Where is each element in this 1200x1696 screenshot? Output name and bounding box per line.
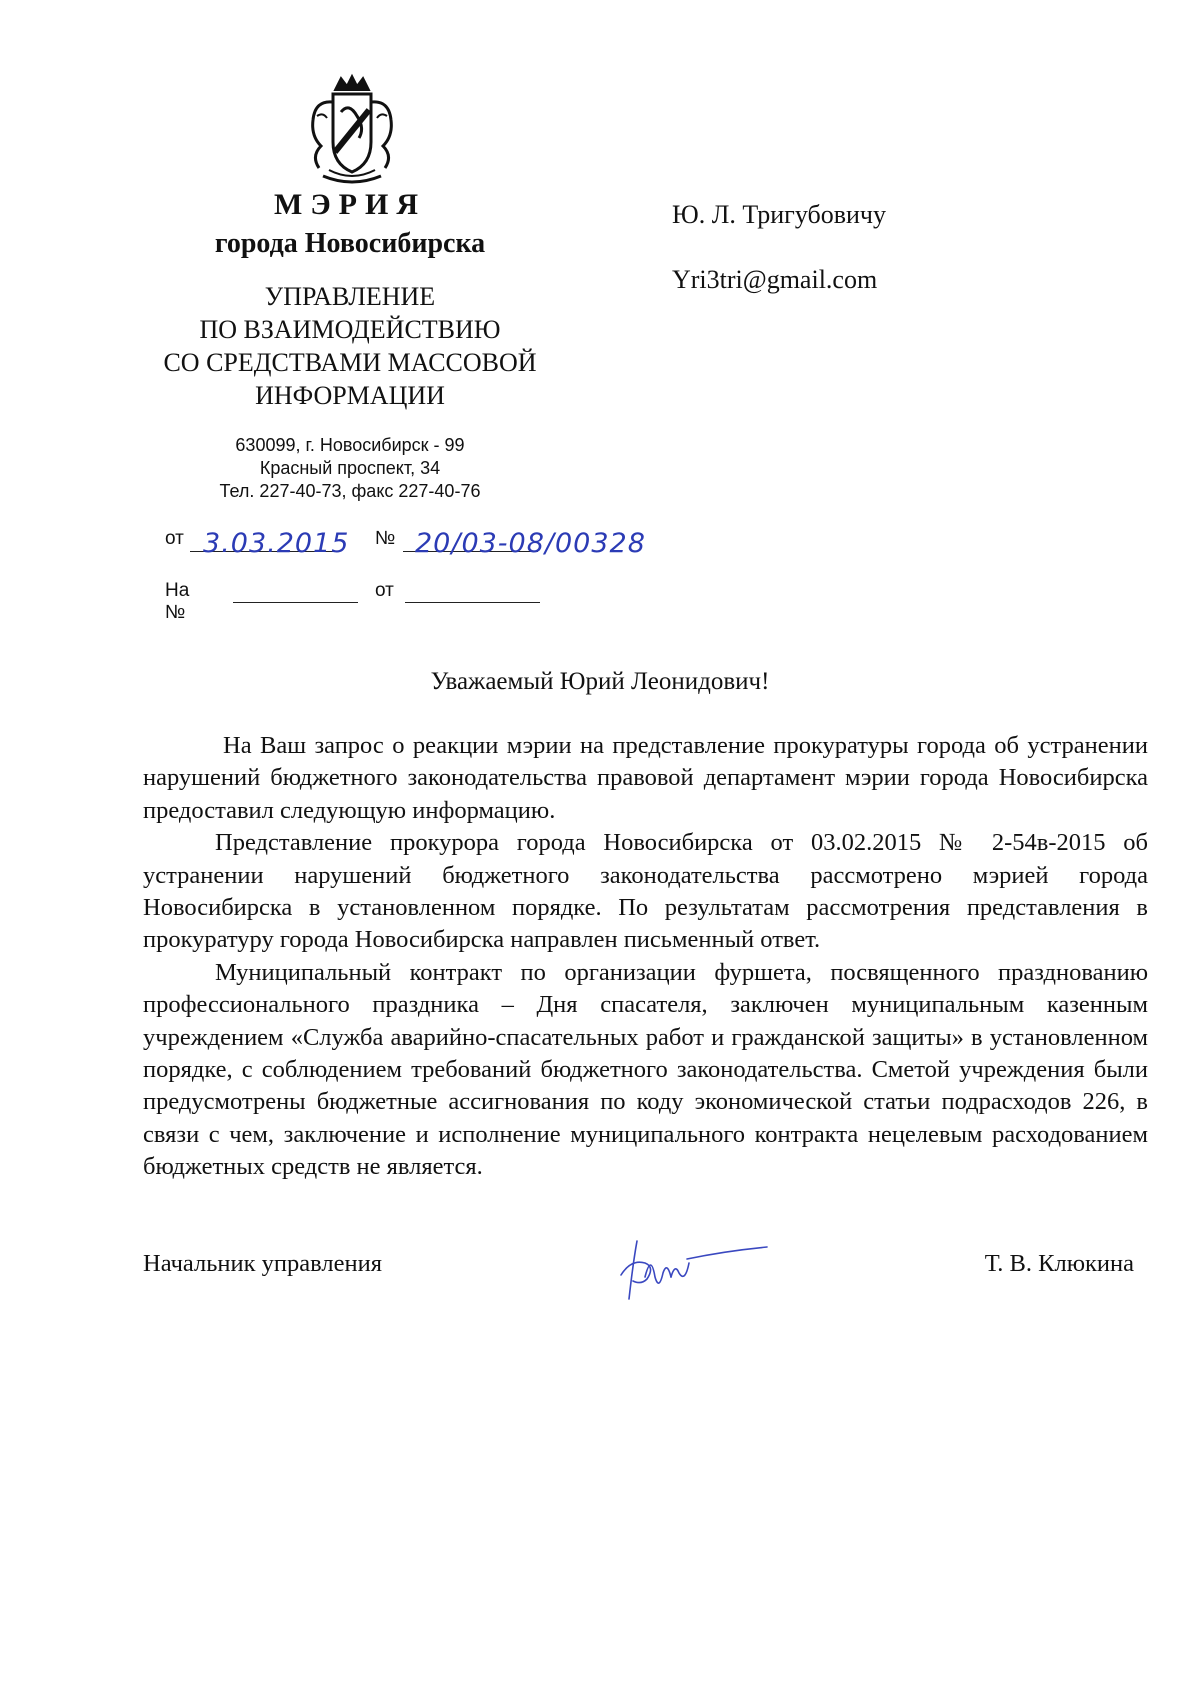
address-line: 630099, г. Новосибирск - 99 xyxy=(235,435,465,455)
letter-body xyxy=(143,730,1148,1184)
signatory-name: Т. В. Клюкина xyxy=(984,1250,1134,1277)
body-paragraph: Муниципальный контракт по организации фуршета, посвященного празднованию профессионального праздника – Дня спасателя, заключен муниципальным казенным учреждением «Служба аварийно-спасательных работ и гражданской защиты» в установленном порядке, с соблюдением требований бюджетного законодательства. Сметой учреждения были предусмотрены бюджетные ассигнования по коду экономической статьи подрасходов 226, в связи с чем, заключение и исполнение муниципального контракта нецелевым расходованием бюджетных средств не является. xyxy=(143,958,1148,1181)
recipient-name: Ю. Л. Тригубовичу xyxy=(672,200,886,229)
coat-of-arms-icon xyxy=(305,72,400,190)
department-line: ПО ВЗАИМОДЕЙСТВИЮ xyxy=(199,315,501,344)
department-name xyxy=(130,280,570,412)
address-line: Тел. 227-40-73, факс 227-40-76 xyxy=(219,481,481,501)
from-label: от xyxy=(165,528,184,549)
address-line: Красный проспект, 34 xyxy=(259,458,441,478)
body-paragraph: Представление прокурора города Новосибирска от 03.02.2015 № 2-54в-2015 об устранении нарушений бюджетного законодательства рассмотрено мэрией города Новосибирска в установленном порядке. По результатам рассмотрения представления в прокуратуру города Новосибирска направлен письменный ответ. xyxy=(143,829,1148,954)
number-label: № xyxy=(375,528,396,549)
ref-number-label: На № xyxy=(165,580,190,623)
ref-from-label: от xyxy=(375,580,394,601)
organization-city: города Новосибирска xyxy=(214,228,486,259)
body-paragraph: На Ваш запрос о реакции мэрии на представление прокуратуры города об устранении нарушений бюджетного законодательства правовой департамент мэрии города Новосибирска предоставил следующую информацию. xyxy=(143,732,1148,824)
address-block xyxy=(130,434,570,503)
recipient-email: Yri3tri@gmail.com xyxy=(672,265,878,294)
greeting: Уважаемый Юрий Леонидович! xyxy=(430,668,770,695)
registration-number: 20/03-08/00328 xyxy=(415,528,646,559)
ref-number-underline xyxy=(233,602,358,603)
ref-date-underline xyxy=(405,602,540,603)
organization-title: МЭРИЯ xyxy=(274,188,426,221)
department-line: УПРАВЛЕНИЕ xyxy=(264,282,436,311)
department-line: СО СРЕДСТВАМИ МАССОВОЙ xyxy=(163,348,537,377)
handwritten-signature-icon xyxy=(615,1233,775,1303)
department-line: ИНФОРМАЦИИ xyxy=(255,381,445,410)
registration-date: 3.03.2015 xyxy=(203,528,350,559)
signatory-title: Начальник управления xyxy=(143,1250,382,1277)
